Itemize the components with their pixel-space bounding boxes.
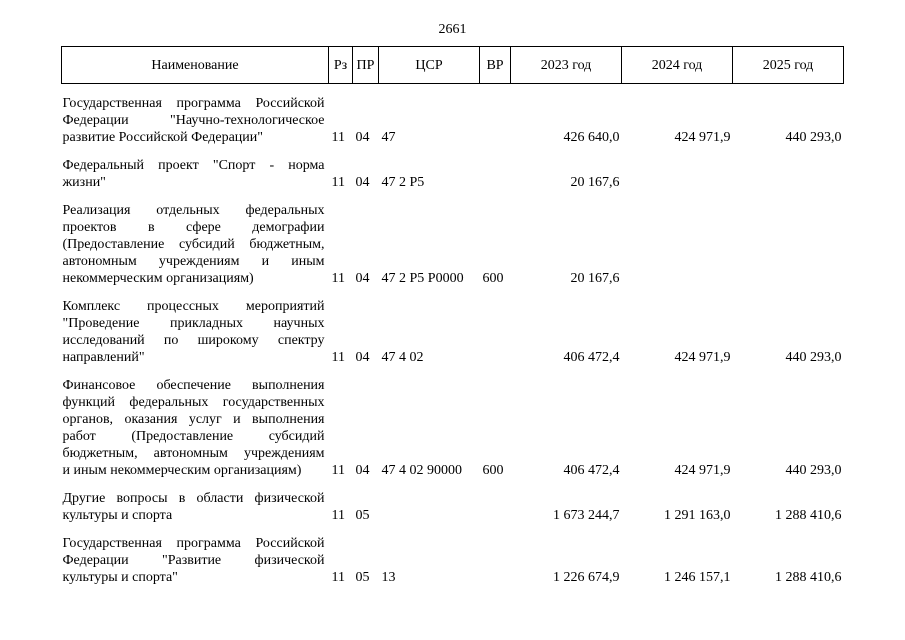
row-name-line: Финансовое обеспечение выполнения — [62, 378, 325, 393]
row-2023: 406 472,4 — [563, 350, 620, 365]
row-name — [62, 490, 329, 524]
row-2024: 1 246 157,1 — [664, 570, 731, 585]
row-pr: 04 — [355, 463, 370, 478]
header-vr: ВР — [480, 47, 511, 84]
table-body — [62, 84, 844, 587]
row-spacer-cell — [62, 287, 844, 298]
row-pr: 04 — [355, 271, 370, 286]
row-name-line: "Проведение прикладных научных — [62, 316, 325, 331]
header-2025: 2025 год — [733, 47, 844, 84]
row-2024: 424 971,9 — [674, 130, 731, 145]
row-name — [62, 535, 329, 586]
header-csr: ЦСР — [379, 47, 480, 84]
row-2023: 426 640,0 — [563, 130, 620, 145]
row-pr: 04 — [355, 130, 370, 145]
row-name-line: исследований по широкому спектру — [62, 333, 325, 348]
row-csr: 13 — [381, 570, 396, 585]
table-row — [62, 298, 844, 366]
row-2025 — [733, 202, 844, 287]
row-vr: 600 — [482, 271, 504, 286]
row-name-line: Реализация отдельных федеральных — [62, 203, 325, 218]
row-name-line: Федерации "Научно-технологическое — [62, 113, 325, 128]
row-name-line: Государственная программа Российской — [62, 96, 325, 111]
row-name-line: бюджетным, автономным учреждениям — [62, 446, 325, 461]
row-2023: 1 673 244,7 — [553, 508, 620, 523]
row-name — [62, 157, 329, 191]
page-number: 2661 — [438, 22, 467, 37]
row-pr: 04 — [355, 175, 370, 190]
row-csr: 47 — [381, 130, 396, 145]
row-name-line: жизни" — [62, 175, 106, 190]
row-2025: 440 293,0 — [785, 350, 842, 365]
row-name-line: и иным некоммерческим организациям) — [62, 463, 302, 478]
table-row — [62, 535, 844, 586]
row-name-line: Федеральный проект "Спорт - норма — [62, 158, 325, 173]
row-2023: 406 472,4 — [563, 463, 620, 478]
table-row — [62, 202, 844, 287]
row-vr — [480, 95, 511, 146]
row-spacer-cell — [62, 524, 844, 535]
row-name-line: некоммерческим организациям) — [62, 271, 254, 286]
row-vr — [480, 298, 511, 366]
row-name-line: культуры и спорта" — [62, 570, 178, 585]
row-pr: 05 — [355, 508, 370, 523]
table-row — [62, 490, 844, 524]
row-name-line: проектов в сфере демографии — [62, 220, 325, 235]
row-vr: 600 — [482, 463, 504, 478]
table-header-row — [62, 47, 844, 84]
row-spacer — [62, 366, 844, 377]
row-name — [62, 202, 329, 287]
row-spacer — [62, 84, 844, 96]
row-spacer-cell — [62, 146, 844, 157]
row-vr — [480, 535, 511, 586]
row-spacer — [62, 146, 844, 157]
row-spacer — [62, 191, 844, 202]
row-name-line: функций федеральных государственных — [62, 395, 325, 410]
row-rz: 11 — [331, 508, 345, 523]
row-2023: 20 167,6 — [570, 271, 620, 286]
row-name-line: Государственная программа Российской — [62, 536, 325, 551]
row-vr — [480, 157, 511, 191]
table-row — [62, 157, 844, 191]
row-name-line: органов, оказания услуг и выполнения — [62, 412, 325, 427]
row-rz: 11 — [331, 175, 345, 190]
row-2023: 1 226 674,9 — [553, 570, 620, 585]
row-spacer — [62, 479, 844, 490]
table-row — [62, 95, 844, 146]
row-2025: 1 288 410,6 — [775, 508, 842, 523]
row-spacer — [62, 287, 844, 298]
header-rz: Рз — [329, 47, 353, 84]
row-csr: 47 4 02 90000 — [381, 463, 462, 478]
row-name-line: Комплекс процессных мероприятий — [62, 299, 325, 314]
header-2024: 2024 год — [622, 47, 733, 84]
row-2024: 424 971,9 — [674, 463, 731, 478]
row-spacer-cell — [62, 366, 844, 377]
row-name-line: Федерации "Развитие физической — [62, 553, 325, 568]
row-rz: 11 — [331, 130, 345, 145]
row-name — [62, 95, 329, 146]
row-name-line: развитие Российской Федерации" — [62, 130, 263, 145]
row-pr: 04 — [355, 350, 370, 365]
budget-table — [61, 46, 844, 586]
row-spacer-cell — [62, 479, 844, 490]
table-row — [62, 377, 844, 479]
row-2025 — [733, 157, 844, 191]
header-2023: 2023 год — [511, 47, 622, 84]
header-pr: ПР — [353, 47, 379, 84]
row-2023: 20 167,6 — [570, 175, 620, 190]
row-name-line: Другие вопросы в области физической — [62, 491, 325, 506]
row-name-line: культуры и спорта — [62, 508, 173, 523]
row-2024 — [622, 157, 733, 191]
row-2024: 1 291 163,0 — [664, 508, 731, 523]
row-csr: 47 2 P5 — [381, 175, 425, 190]
row-rz: 11 — [331, 463, 345, 478]
row-csr: 47 4 02 — [381, 350, 424, 365]
row-name-line: направлений" — [62, 350, 145, 365]
row-2024: 424 971,9 — [674, 350, 731, 365]
row-rz: 11 — [331, 350, 345, 365]
row-name-line: работ (Предоставление субсидий — [62, 429, 325, 444]
row-2025: 1 288 410,6 — [775, 570, 842, 585]
row-spacer-cell — [62, 191, 844, 202]
row-2025: 440 293,0 — [785, 463, 842, 478]
row-spacer — [62, 524, 844, 535]
row-name — [62, 377, 329, 479]
row-spacer-cell — [62, 84, 844, 96]
row-rz: 11 — [331, 271, 345, 286]
row-2025: 440 293,0 — [785, 130, 842, 145]
row-pr: 05 — [355, 570, 370, 585]
row-vr — [480, 490, 511, 524]
row-name — [62, 298, 329, 366]
row-csr — [379, 490, 480, 524]
header-name: Наименование — [62, 47, 329, 84]
row-name-line: автономным учреждениям и иным — [62, 254, 325, 269]
row-rz: 11 — [331, 570, 345, 585]
row-csr: 47 2 P5 P0000 — [381, 271, 464, 286]
row-name-line: (Предоставление субсидий бюджетным, — [62, 237, 325, 252]
row-2024 — [622, 202, 733, 287]
